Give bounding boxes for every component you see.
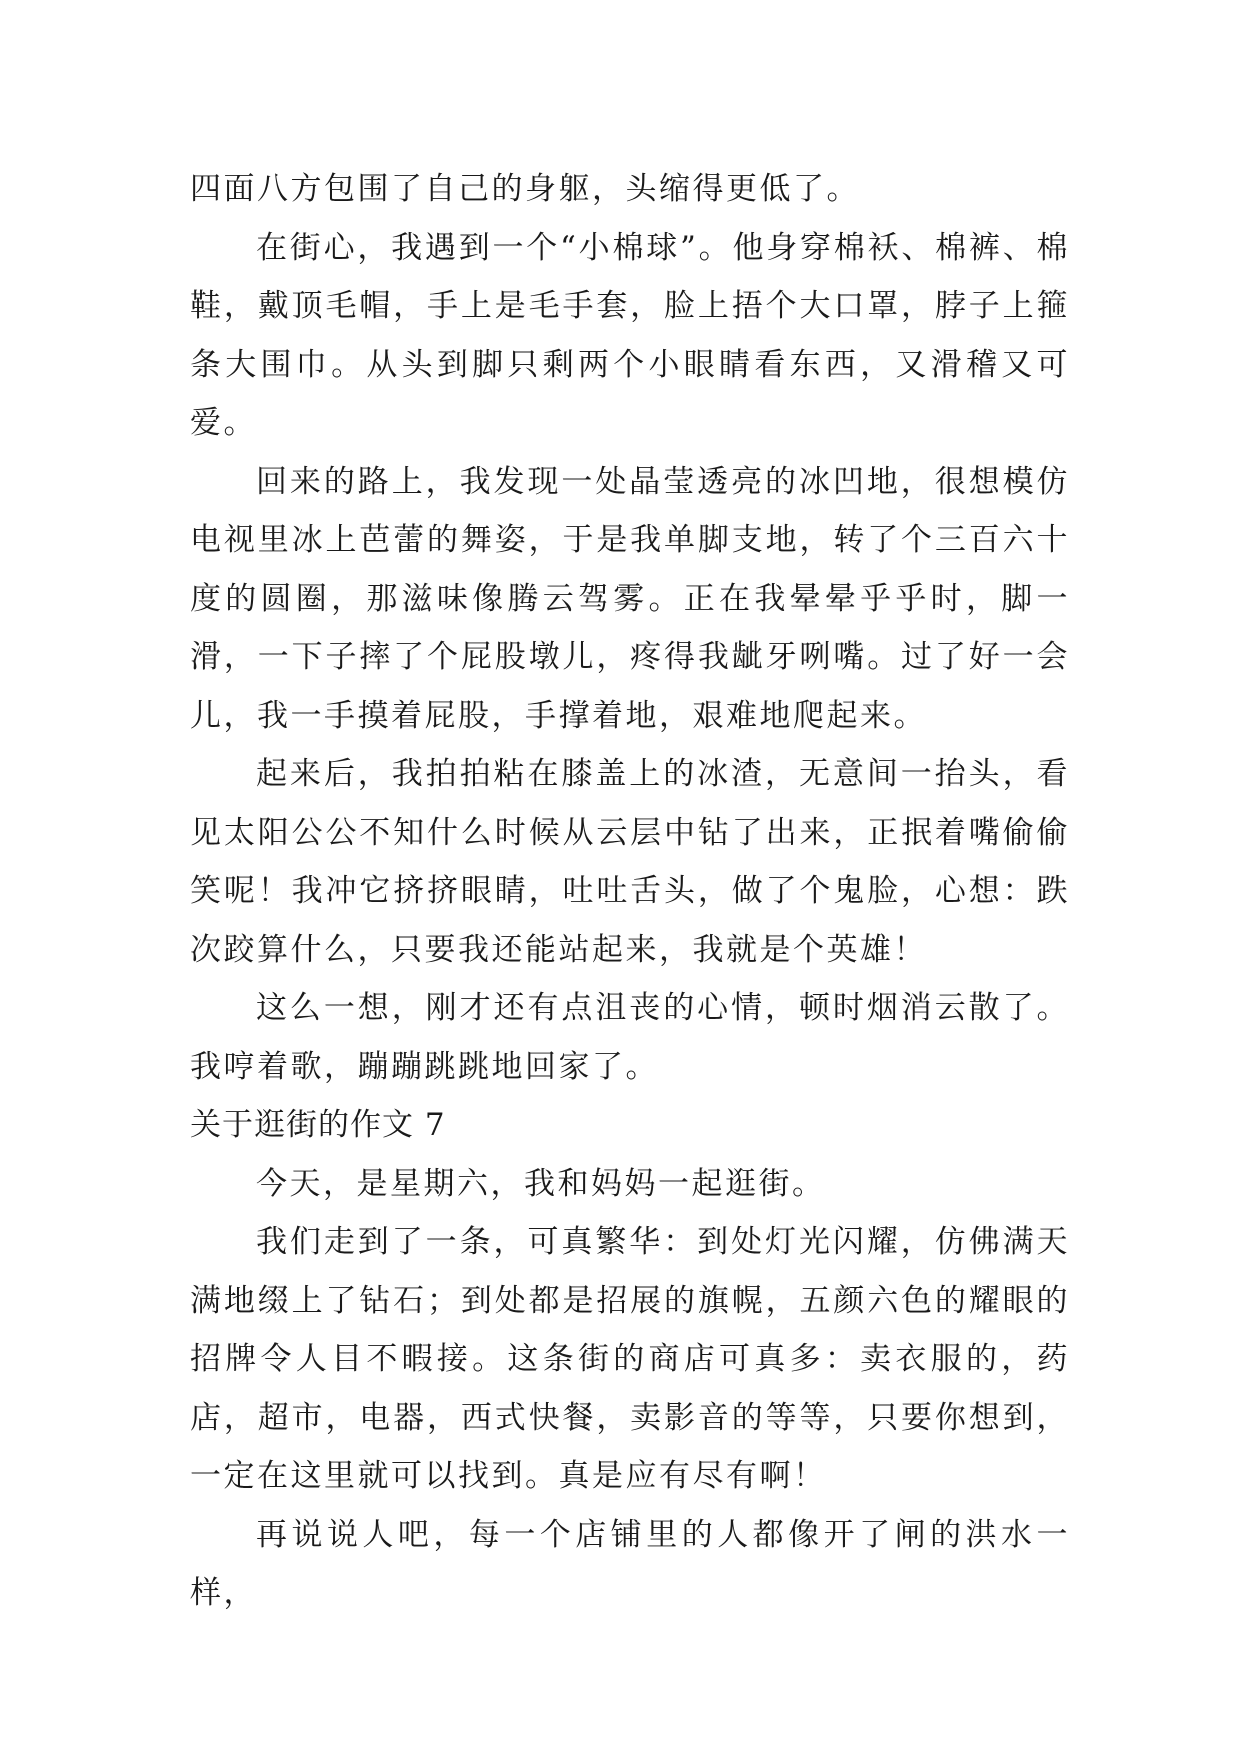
paragraph-ice-fall: 回来的路上，我发现一处晶莹透亮的冰凹地，很想模仿电视里冰上芭蕾的舞姿，于是我单脚支地，转了个三百六十度的圆圈，那滋味像腾云驾雾。正在我晕晕乎乎时，脚一滑，一下子摔了个屁股墩儿，疼得我龇牙咧嘴。过了好一会儿，我一手摸着屁股，手撑着地，艰难地爬起来。 — [190, 463, 1070, 734]
paragraph-people: 再说说人吧，每一个店铺里的人都像开了闸的洪水一样， — [190, 1516, 1070, 1611]
section-title: 关于逛街的作文 7 — [190, 1107, 446, 1143]
paragraph-going-home: 这么一想，刚才还有点沮丧的心情，顿时烟消云散了。我哼着歌，蹦蹦跳跳地回家了。 — [190, 990, 1070, 1085]
paragraph-sun: 起来后，我拍拍粘在膝盖上的冰渣，无意间一抬头，看见太阳公公不知什么时候从云层中钻了出来，正抿着嘴偷偷笑呢！我冲它挤挤眼睛，吐吐舌头，做了个鬼脸，心想：跌次跤算什么，只要我还能站起来，我就是个英雄！ — [190, 756, 1070, 968]
paragraph-cotton-ball: 在街心，我遇到一个“小棉球”。他身穿棉袄、棉裤、棉鞋，戴顶毛帽，手上是毛手套，脸上捂个大口罩，脖子上箍条大围巾。从头到脚只剩两个小眼睛看东西，又滑稽又可爱。 — [190, 229, 1070, 441]
paragraph-busy-street: 我们走到了一条，可真繁华：到处灯光闪耀，仿佛满天满地缀上了钻石；到处都是招展的旗幌，五颜六色的耀眼的招牌令人目不暇接。这条街的商店可真多：卖衣服的，药店，超市，电器，西式快餐，卖影音的等等，只要你想到，一定在这里就可以找到。真是应有尽有啊！ — [190, 1224, 1070, 1494]
paragraph-saturday: 今天，是星期六，我和妈妈一起逛街。 — [256, 1165, 826, 1202]
document-body — [190, 160, 1070, 1623]
paragraph-continuation: 四面八方包围了自己的身躯，头缩得更低了。 — [190, 171, 860, 207]
